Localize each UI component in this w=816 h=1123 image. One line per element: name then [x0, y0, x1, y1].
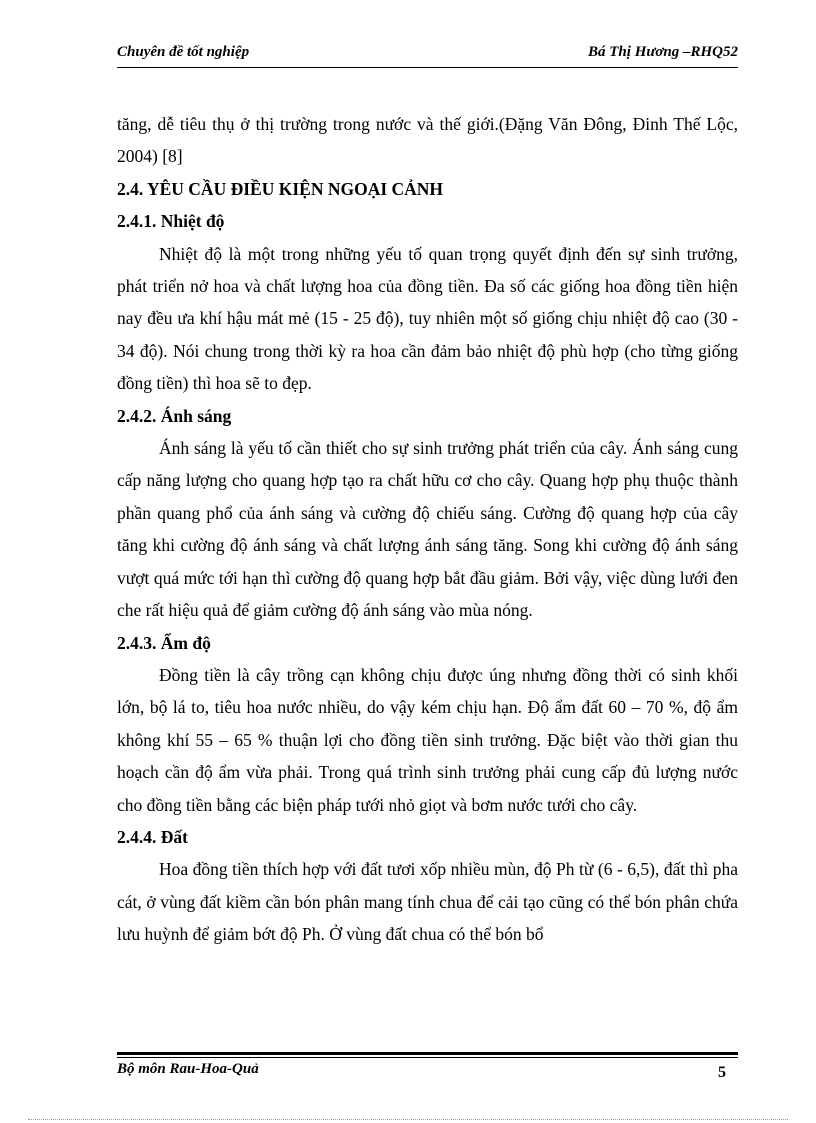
section-heading: 2.4. YÊU CẦU ĐIỀU KIỆN NGOẠI CẢNH — [117, 178, 444, 199]
paragraph-soil: Hoa đồng tiền thích hợp với đất tươi xốp nhiều mùn, độ Ph từ (6 - 6,5), đất thì pha cát, ở vùng đất kiềm cần bón phân mang tính chua để cải tạo cũng có thể bón phân chứa lưu huỳnh để giảm bớt độ Ph. Ở vùng đất chua có thể bón bổ — [117, 859, 738, 945]
subsection-heading-light: 2.4.2. Ánh sáng — [117, 405, 232, 426]
footer-rule-thin — [117, 1057, 738, 1058]
paragraph-humidity: Đồng tiền là cây trồng cạn không chịu được úng nhưng đồng thời có sinh khối lớn, bộ lá to, tiêu hoa nước nhiều, do vậy kém chịu hạn. Độ ẩm đất 60 – 70 %, độ ẩm không khí 55 – 65 % thuận lợi cho đồng tiền sinh trưởng. Đặc biệt vào thời gian thu hoạch cần độ ẩm vừa phải. Trong quá trình sinh trưởng phải cung cấp đủ lượng nước cho đồng tiền bằng các biện pháp tưới nhỏ giọt và bơm nước tưới cho cây. — [117, 664, 738, 815]
paragraph-light: Ánh sáng là yếu tố cần thiết cho sự sinh trưởng phát triển của cây. Ánh sáng cung cấp năng lượng cho quang hợp tạo ra chất hữu cơ cho cây. Quang hợp phụ thuộc thành phần quang phổ của ánh sáng và cường độ chiếu sáng. Cường độ quang hợp của cây tăng khi cường độ ánh sáng và chất lượng ánh sáng tăng. Song khi cường độ ánh sáng vượt quá mức tới hạn thì cường độ quang hợp bắt đầu giảm. Bởi vậy, việc dùng lưới đen che rất hiệu quả để giảm cường độ ánh sáng vào mùa nóng. — [117, 438, 738, 621]
header-rule — [117, 67, 738, 68]
header-author: Bá Thị Hương –RHQ52 — [588, 44, 738, 60]
paragraph-temperature: Nhiệt độ là một trong những yếu tố quan trọng quyết định đến sự sinh trưởng, phát triển nở hoa và chất lượng hoa của đồng tiền. Đa số các giống hoa đồng tiền hiện nay đều ưa khí hậu mát mẻ (15 - 25 độ), tuy nhiên một số giống chịu nhiệt độ cao (30 - 34 độ). Nói chung trong thời kỳ ra hoa cần đảm bảo nhiệt độ phù hợp (cho từng giống đồng tiền) thì hoa sẽ to đẹp. — [117, 243, 738, 394]
subsection-heading-soil: 2.4.4. Đất — [117, 826, 188, 847]
page-edge-divider — [28, 1119, 788, 1120]
page-footer — [117, 1061, 738, 1085]
subsection-heading-temperature: 2.4.1. Nhiệt độ — [117, 211, 225, 232]
page-number: 5 — [718, 1064, 726, 1081]
footer-department: Bộ môn Rau-Hoa-Quả — [117, 1061, 259, 1077]
intro-paragraph: tăng, dễ tiêu thụ ở thị trường trong nước và thế giới.(Đặng Văn Đông, Đinh Thế Lộc, 2004) [8] — [117, 114, 738, 167]
page-content — [117, 108, 738, 951]
footer-rule-thick — [117, 1052, 738, 1055]
subsection-heading-humidity: 2.4.3. Ẩm độ — [117, 632, 211, 653]
page-header — [117, 44, 738, 66]
header-title: Chuyên đề tốt nghiệp — [117, 44, 250, 60]
